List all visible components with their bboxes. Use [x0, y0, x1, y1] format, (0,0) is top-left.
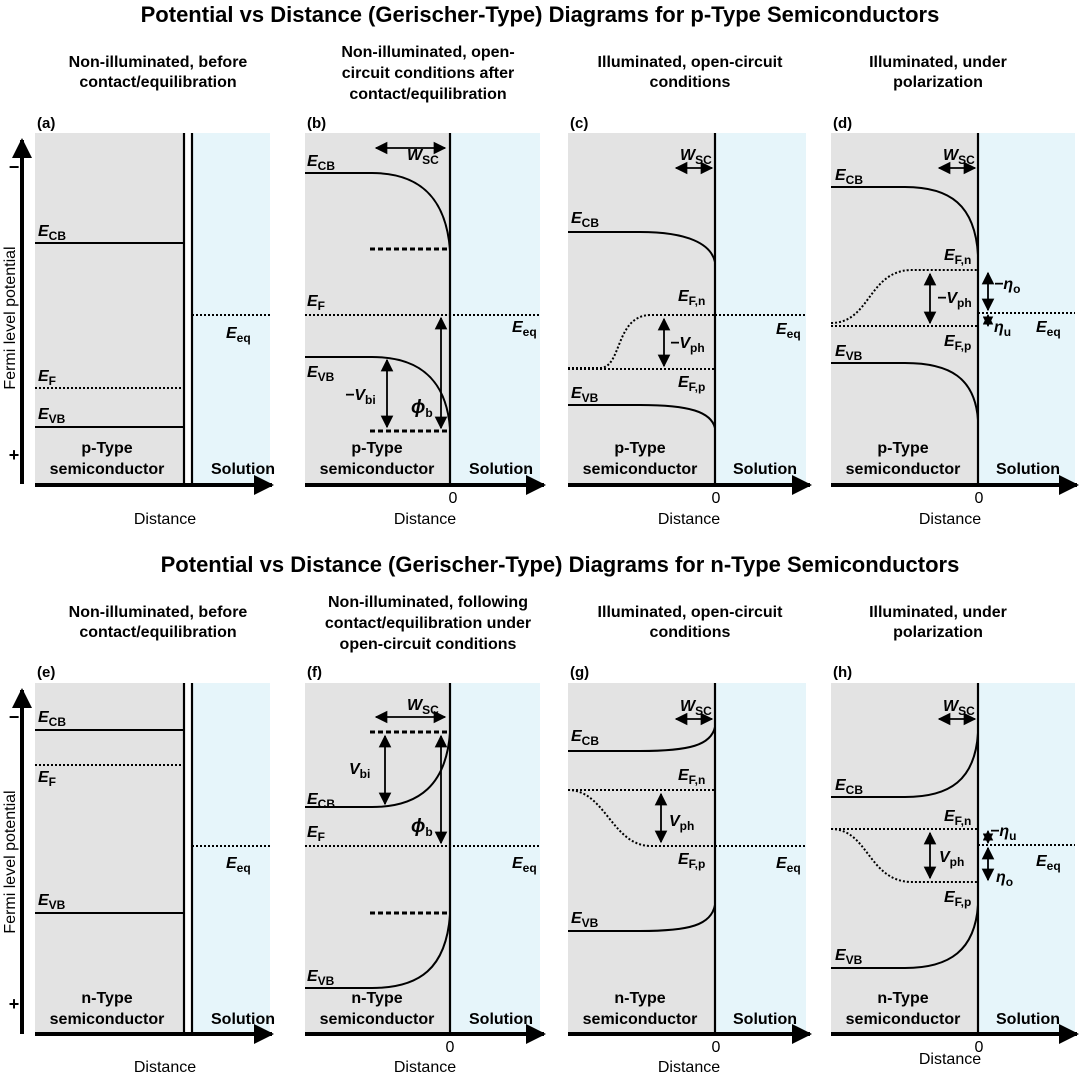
panel-g-semiconductor-label: n-Type semiconductor	[582, 990, 698, 1028]
panel-b-vbi-label: $-V_{bi}$	[345, 387, 376, 407]
panel-d-neg-eta-o-label: $-\eta_o$	[994, 276, 1021, 296]
n-row-y-axis-label: Fermi level potential	[2, 790, 19, 934]
panel-f-x-label: Distance	[393, 1059, 457, 1074]
panel-a-semiconductor-region	[35, 133, 184, 484]
panel-h-eta-o-label: $\eta_o$	[996, 869, 1014, 889]
panel-f-letter: (f)	[307, 664, 322, 681]
panel-g-eeq-label: $E_{eq}$	[776, 855, 801, 875]
panel-d-semiconductor-label: p-Type semiconductor	[845, 440, 961, 478]
panel-g-x-label: Distance	[657, 1059, 721, 1074]
panel-g-zero: 0	[711, 1039, 721, 1056]
panel-c-semiconductor-label: p-Type semiconductor	[582, 440, 698, 478]
panel-b-wsc-label: $W_{SC}$	[407, 147, 439, 167]
panel-f-zero: 0	[445, 1039, 455, 1056]
panel-f-evb-label: $E_{VB}$	[307, 968, 335, 988]
panel-c-letter: (c)	[570, 115, 589, 132]
panel-a-semiconductor-label: p-Type semiconductor	[49, 440, 165, 478]
panel-h-solution-label: Solution	[996, 1011, 1060, 1028]
panel-f-solution-label: Solution	[469, 1011, 533, 1028]
p-row-y-axis-label: Fermi level potential	[2, 246, 19, 390]
p-type-figure-title: Potential vs Distance (Gerischer-Type) Diagrams for p-Type Semiconductors	[140, 2, 940, 27]
panel-d-evb-label: $E_{VB}$	[835, 343, 863, 363]
panel-d-wsc-label: $W_{SC}$	[943, 147, 975, 167]
panel-c-x-label: Distance	[657, 511, 721, 528]
panel-g-letter: (g)	[570, 664, 590, 681]
panel-g-solution-label: Solution	[733, 1011, 797, 1028]
panel-h-ecb-label: $E_{CB}$	[835, 777, 864, 797]
panel-d-zero: 0	[974, 490, 984, 507]
panel-a-evb-label: $E_{VB}$	[38, 406, 66, 426]
panel-f-ef-label: $E_F$	[307, 824, 326, 844]
panel-d-eta-u-label: $\eta_u$	[994, 319, 1012, 339]
panel-f-vbi-label: $V_{bi}$	[349, 761, 371, 781]
panel-a-ef-label: $E_F$	[38, 368, 57, 388]
panel-d-eeq-label: $E_{eq}$	[1036, 319, 1061, 339]
panel-c-evb-label: $E_{VB}$	[571, 385, 599, 405]
panel-g-vph-label: $V_{ph}$	[669, 813, 695, 833]
p-row-y-plus: +	[8, 445, 20, 465]
panel-d-efn-label: $E_{F,n}$	[944, 247, 972, 267]
panel-d-ecb-label: $E_{CB}$	[835, 167, 864, 187]
panel-g-subtitle: Illuminated, open-circuit conditions	[597, 604, 783, 641]
panel-b-letter: (b)	[307, 115, 327, 132]
panel-e-evb-label: $E_{VB}$	[38, 892, 66, 912]
panel-h-x-label: Distance	[918, 1051, 982, 1068]
panel-h-neg-eta-u-label: $-\eta_u$	[990, 823, 1017, 843]
panel-f-phib-label: $\phi_b$	[411, 816, 433, 839]
row-n-type	[2, 594, 1077, 1074]
panel-b-solution-region	[450, 133, 540, 484]
panel-h-semiconductor-label: n-Type semiconductor	[845, 990, 961, 1028]
panel-g-evb-label: $E_{VB}$	[571, 910, 599, 930]
n-type-figure-title: Potential vs Distance (Gerischer-Type) Diagrams for n-Type Semiconductors	[160, 552, 960, 577]
panel-e-eeq-label: $E_{eq}$	[226, 855, 251, 875]
panel-c-solution-region	[715, 133, 806, 484]
panel-h-evb-label: $E_{VB}$	[835, 947, 863, 967]
panel-g-wsc-label: $W_{SC}$	[680, 698, 712, 718]
panel-e-letter: (e)	[37, 664, 56, 681]
panel-a-letter: (a)	[37, 115, 56, 132]
panel-h-solution-region	[978, 683, 1075, 1033]
panel-d-solution-region	[978, 133, 1075, 484]
n-row-y-minus: −	[8, 707, 20, 727]
panel-f-eeq-label: $E_{eq}$	[512, 855, 537, 875]
panel-c-vph-label: $-V_{ph}$	[670, 335, 705, 355]
panel-e-solution-label: Solution	[211, 1011, 275, 1028]
panel-h-wsc-label: $W_{SC}$	[943, 698, 975, 718]
panel-b-solution-label: Solution	[469, 461, 533, 478]
panel-b-subtitle: Non-illuminated, open-circuit conditions after contact/equilibration	[341, 44, 515, 103]
panel-c-ecb-label: $E_{CB}$	[571, 210, 600, 230]
row-p-type	[2, 44, 1077, 528]
panel-f-subtitle: Non-illuminated, following contact/equilibration under open-circuit conditions	[324, 594, 532, 653]
panel-d-solution-label: Solution	[996, 461, 1060, 478]
panel-d-vph-label: $-V_{ph}$	[937, 290, 972, 310]
n-row-y-plus: +	[8, 994, 20, 1014]
panel-g-ecb-label: $E_{CB}$	[571, 728, 600, 748]
panel-d-efp-label: $E_{F,p}$	[944, 333, 972, 353]
panel-c-efn-label: $E_{F,n}$	[678, 288, 706, 308]
panel-c-eeq-label: $E_{eq}$	[776, 321, 801, 341]
panel-h-vph-label: $V_{ph}$	[939, 849, 965, 869]
panel-g-efp-label: $E_{F,p}$	[678, 851, 706, 871]
panel-b-semiconductor-label: p-Type semiconductor	[319, 440, 435, 478]
panel-d-x-label: Distance	[918, 511, 982, 528]
panel-c-subtitle: Illuminated, open-circuit conditions	[597, 54, 783, 91]
panel-c-zero: 0	[711, 490, 721, 507]
panel-b-ef-label: $E_F$	[307, 293, 326, 313]
panel-g-solution-region	[715, 683, 806, 1033]
panel-h-efp-label: $E_{F,p}$	[944, 889, 972, 909]
panel-g-efn-label: $E_{F,n}$	[678, 767, 706, 787]
panel-e-semiconductor-region	[35, 683, 184, 1033]
panel-h-subtitle: Illuminated, under polarization	[869, 604, 1007, 641]
panel-h-efn-label: $E_{F,n}$	[944, 808, 972, 828]
panel-c-solution-label: Solution	[733, 461, 797, 478]
panel-d-subtitle: Illuminated, under polarization	[869, 54, 1007, 91]
panel-a-eeq-label: $E_{eq}$	[226, 325, 251, 345]
panel-h-eeq-label: $E_{eq}$	[1036, 853, 1061, 873]
panel-h-letter: (h)	[833, 664, 853, 681]
p-row-y-minus: −	[8, 157, 20, 177]
panel-h-zero: 0	[974, 1039, 984, 1056]
panel-b-eeq-label: $E_{eq}$	[512, 319, 537, 339]
panel-f-solution-region	[450, 683, 540, 1033]
panel-a-solution-region	[192, 133, 270, 484]
panel-f-ecb-label: $E_{CB}$	[307, 791, 336, 811]
panel-b-zero: 0	[448, 490, 458, 507]
panel-f-semiconductor-label: n-Type semiconductor	[319, 990, 435, 1028]
panel-b-ecb-label: $E_{CB}$	[307, 153, 336, 173]
panel-b-x-label: Distance	[393, 511, 457, 528]
panel-f-wsc-label: $W_{SC}$	[407, 697, 439, 717]
panel-b-phib-label: $\phi_b$	[411, 397, 433, 420]
panel-a-solution-label: Solution	[211, 461, 275, 478]
panel-c-semiconductor-region	[568, 133, 715, 484]
panel-e-semiconductor-label: n-Type semiconductor	[49, 990, 165, 1028]
panel-c-efp-label: $E_{F,p}$	[678, 374, 706, 394]
panel-a-subtitle: Non-illuminated, before contact/equilibration	[68, 54, 248, 91]
panel-d-letter: (d)	[833, 115, 853, 132]
panel-e-ef-label: $E_F$	[38, 769, 57, 789]
panel-e-x-label: Distance	[133, 1059, 197, 1074]
panel-a-ecb-label: $E_{CB}$	[38, 223, 67, 243]
panel-c-wsc-label: $W_{SC}$	[680, 147, 712, 167]
panel-e-ecb-label: $E_{CB}$	[38, 709, 67, 729]
panel-b-evb-label: $E_{VB}$	[307, 364, 335, 384]
panel-e-subtitle: Non-illuminated, before contact/equilibration	[68, 604, 248, 641]
panel-a-x-label: Distance	[133, 511, 197, 528]
